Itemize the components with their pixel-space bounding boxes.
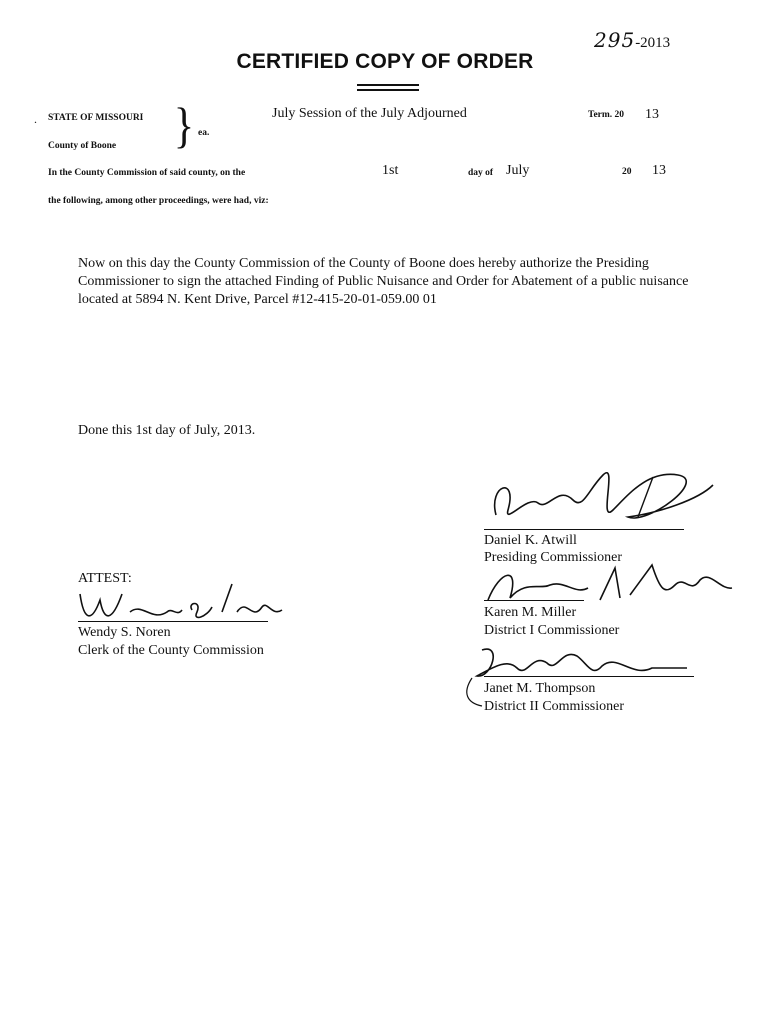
in-county-text: In the County Commission of said county, on the: [48, 168, 246, 178]
margin-dot: .: [34, 112, 37, 126]
caption-brace: }: [173, 97, 195, 153]
district1-title: District I Commissioner: [484, 623, 620, 638]
clerk-signature-line: [78, 621, 268, 622]
attest-label: ATTEST:: [78, 571, 132, 586]
term-year: 13: [645, 107, 659, 122]
clerk-name: Wendy S. Noren: [78, 625, 171, 640]
district2-title: District II Commissioner: [484, 699, 624, 714]
district2-name: Janet M. Thompson: [484, 681, 596, 696]
day-value: 1st: [382, 163, 399, 178]
document-number-handwritten: 295: [594, 28, 636, 52]
done-date: Done this 1st day of July, 2013.: [78, 423, 256, 438]
district2-signature-line: [484, 676, 694, 677]
presiding-name: Daniel K. Atwill: [484, 533, 577, 548]
title-rule-bottom: [357, 89, 419, 91]
order-paragraph: Now on this day the County Commission of the County of Boone does hereby authorize the Presiding Commissioner to sign the attached Finding of Public Nuisance and Order for Abatement of a public nuisance located at 5894 N. Kent Drive, Parcel #12-415-20-01-059.00 01: [78, 256, 689, 307]
clerk-signature: [72, 572, 292, 632]
state-label: STATE OF MISSOURI: [48, 113, 144, 123]
clerk-title: Clerk of the County Commission: [78, 643, 264, 658]
page-title: CERTIFIED COPY OF ORDER: [236, 50, 534, 73]
proceedings-text: the following, among other proceedings, were had, viz:: [48, 196, 269, 206]
session-text: July Session of the July Adjourned: [272, 106, 467, 121]
title-rule-top: [357, 84, 419, 86]
year-prefix: 20: [622, 167, 632, 177]
presiding-title: Presiding Commissioner: [484, 550, 623, 565]
presiding-signature: [478, 455, 728, 535]
co-label: ea.: [198, 128, 210, 138]
term-label: Term. 20: [588, 110, 625, 120]
document-number: [594, 28, 670, 52]
district1-name: Karen M. Miller: [484, 605, 577, 620]
year-suffix: 13: [652, 163, 666, 178]
presiding-signature-line: [484, 529, 684, 530]
day-of-label: day of: [468, 168, 494, 178]
county-label: County of Boone: [48, 141, 117, 151]
month-value: July: [506, 163, 530, 178]
district1-signature: [480, 560, 740, 610]
document-number-year: -2013: [635, 35, 671, 51]
district1-signature-line: [484, 600, 584, 601]
